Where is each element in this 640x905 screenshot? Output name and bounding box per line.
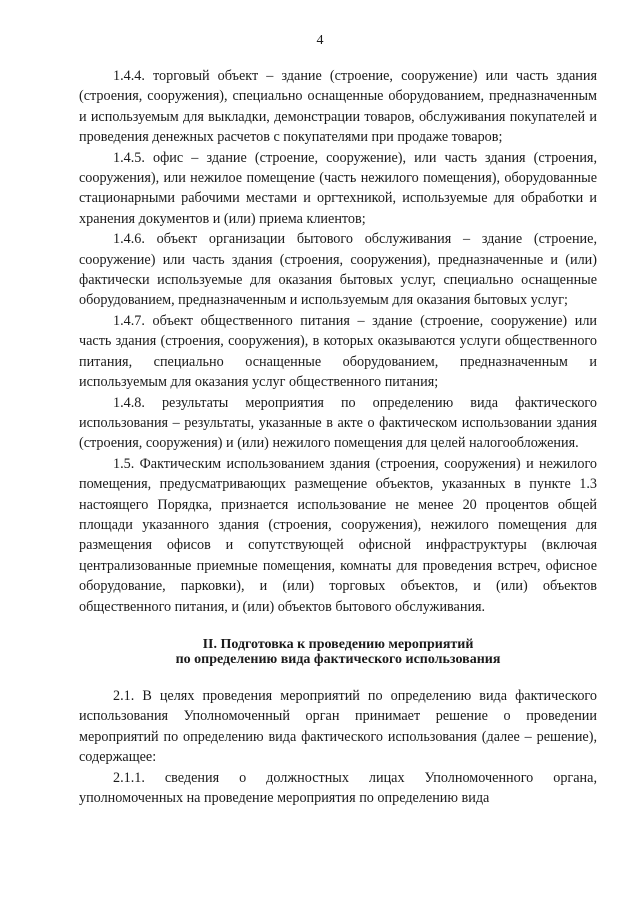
document-body xyxy=(79,66,597,808)
page-number: 4 xyxy=(316,33,324,48)
paragraph-1-4-5: 1.4.5. офис – здание (строение, сооружение), или часть здания (строения, сооружения), или нежилое помещение (часть нежилого помещения), оборудованные стационарными рабочими местами и оргтехникой, используемые для обработки и хранения документов и (или) приема клиентов; xyxy=(79,149,597,227)
paragraph-2-1-1: 2.1.1. сведения о должностных лицах Уполномоченного органа, уполномоченных на проведение мероприятия по определению вида xyxy=(79,769,597,806)
paragraph-1-4-4: 1.4.4. торговый объект – здание (строение, сооружение) или часть здания (строения, сооружения), специально оснащенные оборудованием, предназначенным и используемым для выкладки, демонстрации товаров, обслуживания покупателей и проведения денежных расчетов с покупателями при продаже товаров; xyxy=(79,68,597,146)
section-heading-line-1: II. Подготовка к проведению мероприятий xyxy=(202,636,474,652)
paragraph-2-1: 2.1. В целях проведения мероприятий по определению вида фактического использования Уполномоченный орган принимает решение о проведении мероприятий по определению вида фактического использования (далее – решение), содержащее: xyxy=(79,687,597,766)
paragraph-1-4-6: 1.4.6. объект организации бытового обслуживания – здание (строение, сооружение) или часть здания (строения, сооружения), предназначенные и (или) фактически используемые для оказания бытовых услуг, специально оснащенные оборудованием, предназначенным и используемым для оказания бытовых услуг; xyxy=(79,231,597,309)
paragraph-1-4-7: 1.4.7. объект общественного питания – здание (строение, сооружение) или часть здания (строения, сооружения), в которых оказываются услуги общественного питания, специально оснащенные оборудованием, предназначенным и используемым для оказания услуг общественного питания; xyxy=(79,312,597,391)
paragraph-1-5: 1.5. Фактическим использованием здания (строения, сооружения) и нежилого помещения, предусматривающих размещение объектов, указанных в пункте 1.3 настоящего Порядка, признается использование не менее 20 процентов общей площади указанного здания (строения, сооружения), нежилого помещения для размещения офисов и сопутствующей офисной инфраструктуры (включая централизованные приемные помещения, комнаты для проведения встреч, офисное оборудование, парковки), и (или) торговых объектов, и (или) объектов общественного питания, и (или) объектов бытового обслуживания. xyxy=(79,455,597,615)
section-heading-line-2: по определению вида фактического использования xyxy=(175,651,501,667)
paragraph-1-4-8: 1.4.8. результаты мероприятия по определению вида фактического использования – результаты, указанные в акте о фактическом использовании здания (строения, сооружения) и (или) нежилого помещения для целей налогообложения. xyxy=(79,394,597,452)
section-heading xyxy=(79,637,597,667)
